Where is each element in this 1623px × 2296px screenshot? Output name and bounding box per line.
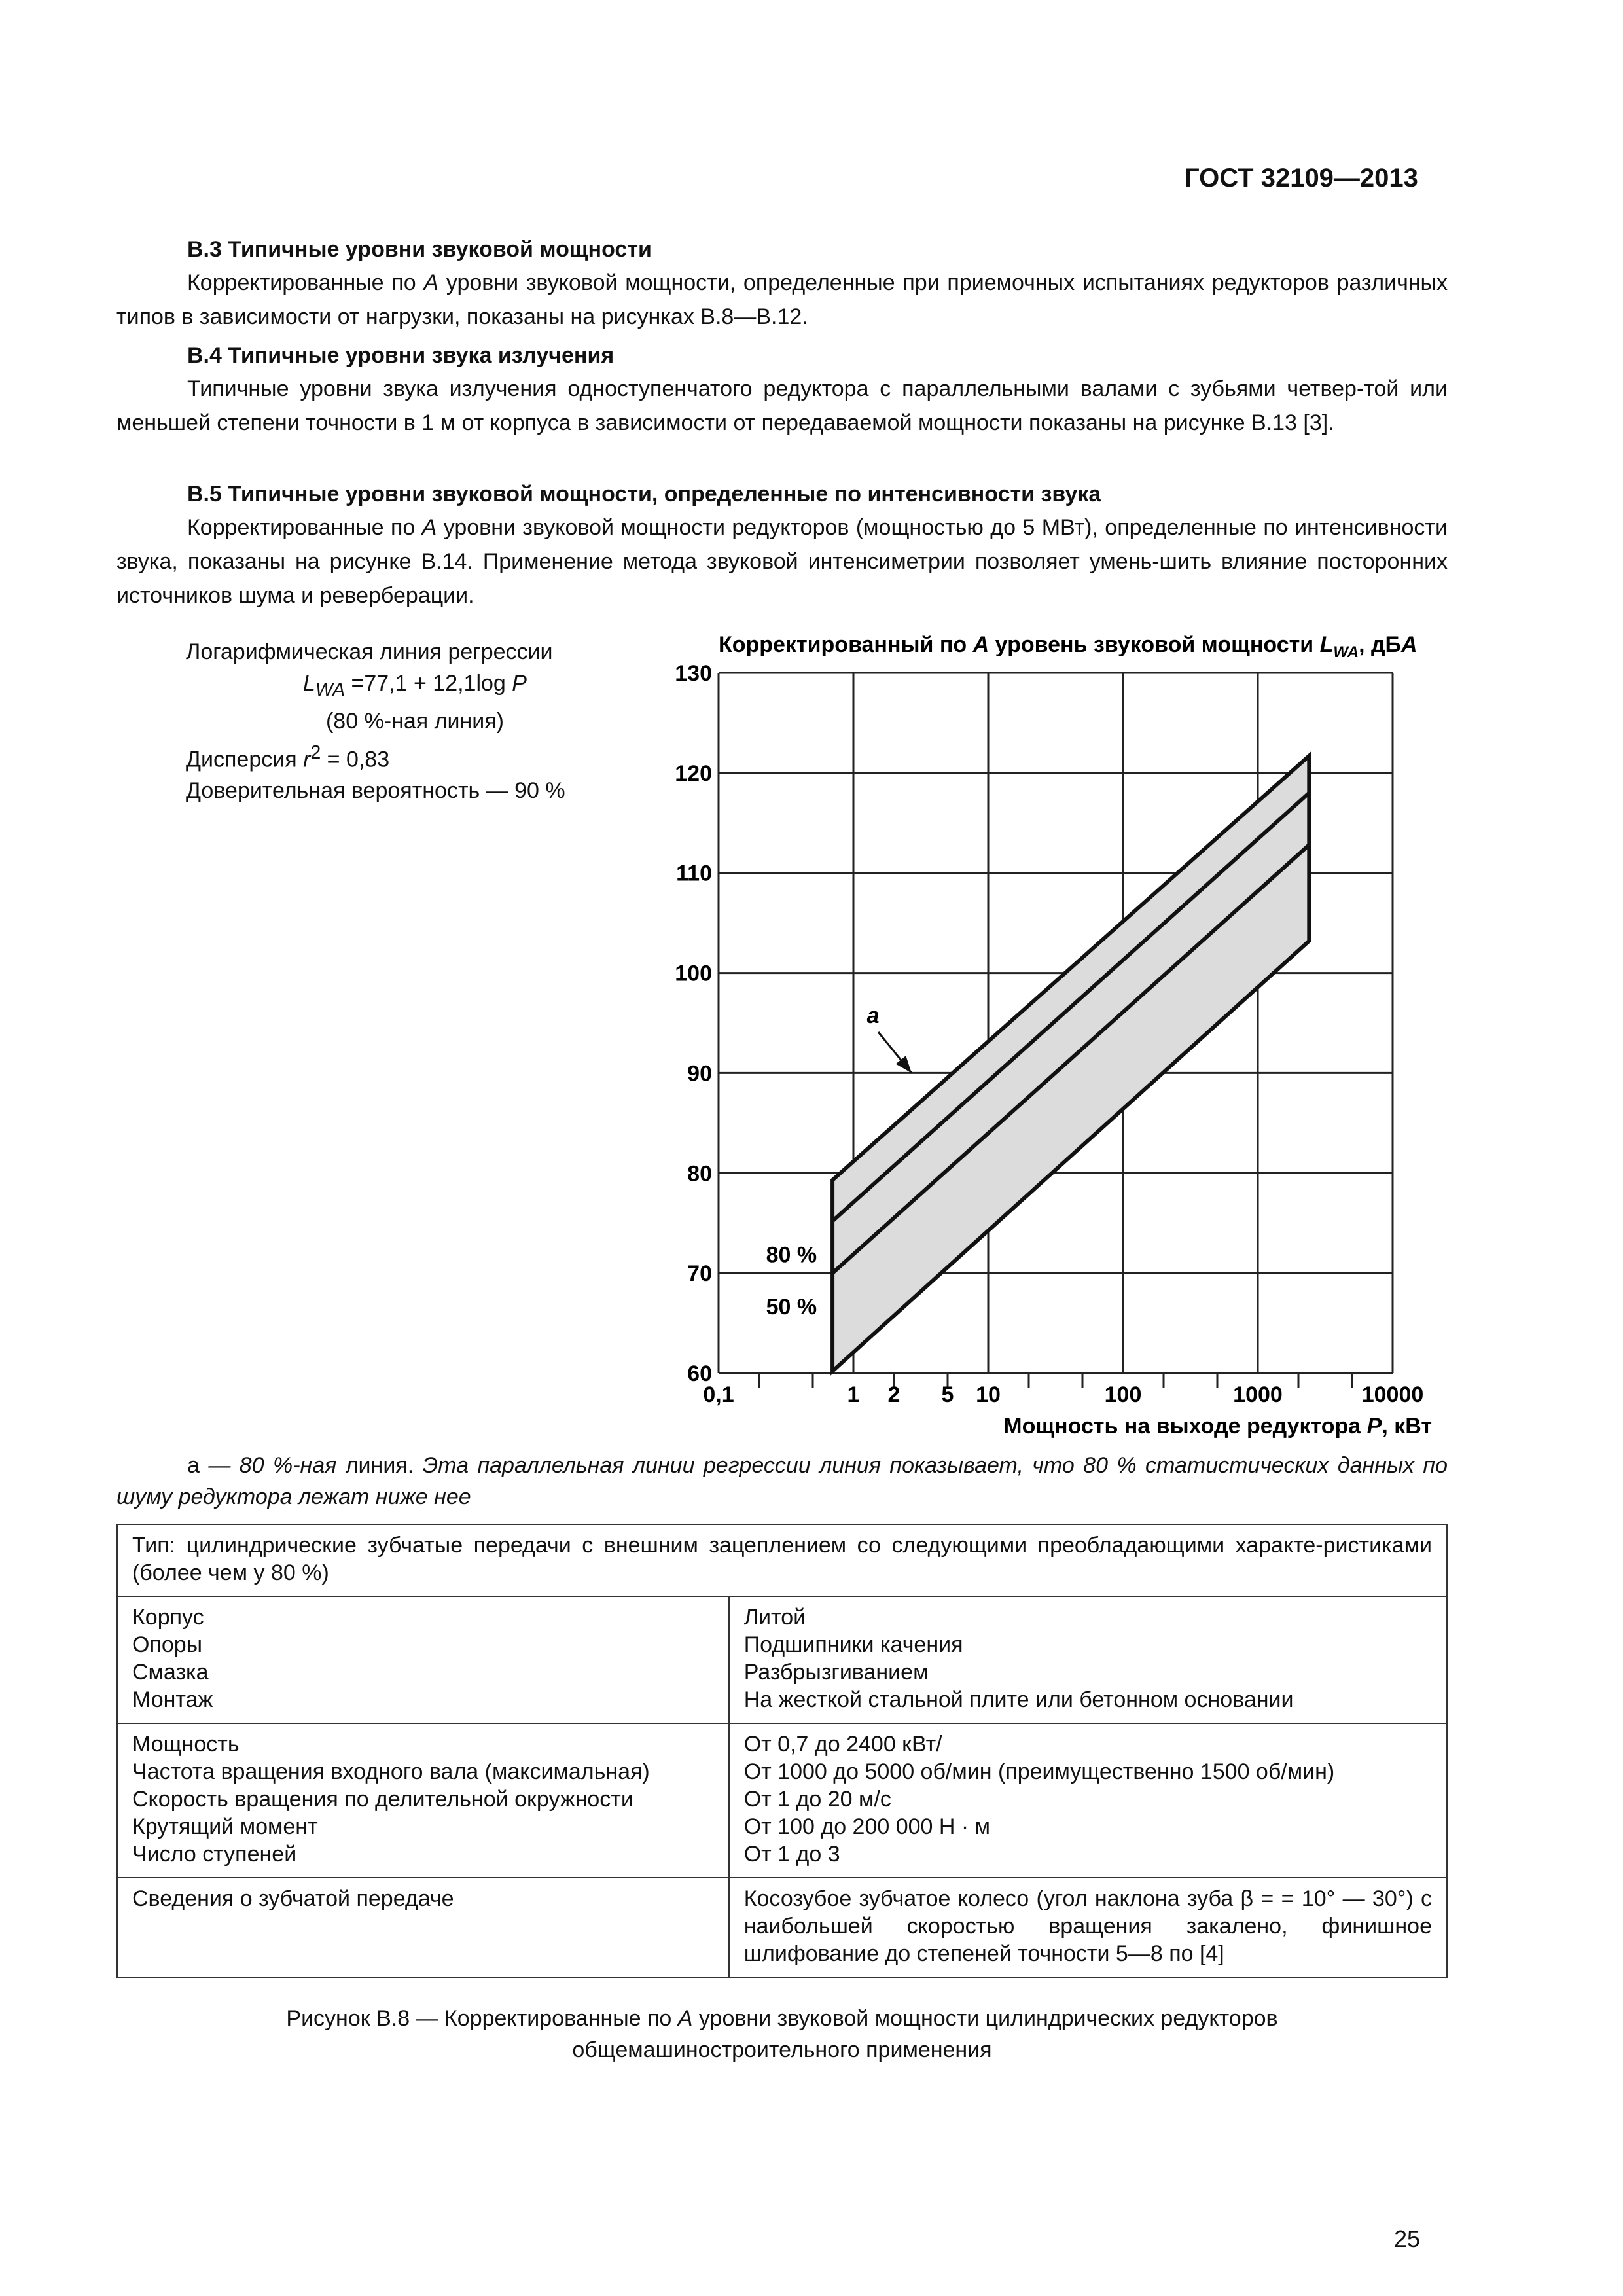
section-b4-text: Типичные уровни звука излучения одноступенчатого редуктора с параллельными валами с зубьями четвер-той или меньшей степени точности в 1 м от корпуса в зависимости от передаваемой мощности показаны на рисунке В.13 [3]. (116, 376, 1448, 435)
ytick-label: 80 (687, 1161, 712, 1187)
cell-line: Опоры (132, 1632, 203, 1657)
xtick-label: 1 (847, 1382, 860, 1407)
xtick-label: 10 (976, 1382, 1001, 1407)
line-label: 80 % (766, 1242, 817, 1268)
chart-xlabel: Мощность на выходе редуктора Р, кВт (1003, 1414, 1432, 1439)
table-row (117, 1878, 1447, 1977)
section-b5-heading: В.5 Типичные уровни звуковой мощности, определенные по интенсивности звука (187, 482, 1101, 507)
page-number: 25 (1394, 2225, 1421, 2252)
cell-line: От 100 до 200 000 Н · м (743, 1814, 991, 1839)
ytick-label: 100 (675, 961, 712, 986)
spec-table (116, 1524, 1448, 1978)
ytick-label: 110 (676, 861, 712, 886)
chart-note (116, 1450, 1448, 1513)
cell-line: От 1 до 3 (743, 1842, 840, 1867)
figure-caption: Рисунок В.8 — Корректированные по А уровни звуковой мощности цилиндрических редукторов общемашиностроительного применения (286, 2006, 1278, 2062)
table-cell-right: Косозубое зубчатое колесо (угол наклона зуба β = = 10° — 30°) с наибольшей скоростью вращения закалено, финишное шлифование до степеней точности 5—8 по [4] (729, 1878, 1447, 1977)
line-label: 50 % (766, 1295, 817, 1320)
table-cell-left (117, 1723, 729, 1878)
table-row (117, 1524, 1447, 1596)
legend-confidence: Доверительная вероятность — 90 % (186, 778, 565, 804)
cell-line: На жесткой стальной плите или бетонном основании (743, 1687, 1294, 1712)
ytick-label: 120 (675, 761, 712, 786)
ytick-label: 70 (687, 1261, 712, 1287)
xtick-label: 100 (1104, 1382, 1142, 1407)
ytick-label: 60 (687, 1361, 712, 1386)
table-row (117, 1723, 1447, 1878)
section-b4-heading: В.4 Типичные уровни звука излучения (187, 343, 615, 368)
section-b5-text: Корректированные по А уровни звуковой мощности редукторов (мощностью до 5 МВт), определенные по интенсивности звука, показаны на рисунке В.14. Применение метода звуковой интенсиметрии позволяет умень-шить влияние посторонних источников шума и реверберации. (116, 515, 1448, 608)
xtick-label: 2 (887, 1382, 901, 1407)
cell-line: От 1000 до 5000 об/мин (преимущественно 1500 об/мин) (743, 1759, 1335, 1784)
table-row (117, 1596, 1447, 1723)
standard-number: ГОСТ 32109—2013 (1185, 164, 1418, 192)
cell-line: Смазка (132, 1660, 209, 1685)
annotation-label: a (866, 1003, 880, 1028)
cell-line: Монтаж (132, 1687, 213, 1712)
type-cell: Тип: цилиндрические зубчатые передачи с внешним зацеплением со следующими преобладающими характе-ристиками (более чем у 80 %) (117, 1524, 1447, 1596)
cell-line: Мощность (132, 1732, 240, 1757)
cell-line: От 0,7 до 2400 кВт/ (743, 1732, 942, 1757)
cell-line: От 1 до 20 м/с (743, 1787, 891, 1812)
ytick-label: 90 (687, 1061, 712, 1086)
cell-line: Литой (743, 1605, 806, 1630)
cell-line: Частота вращения входного вала (максимальная) (132, 1759, 650, 1784)
cell-line: Корпус (132, 1605, 204, 1630)
section-b3-text: Корректированные по А уровни звуковой мощности, определенные при приемочных испытаниях редукторов различных типов в зависимости от нагрузки, показаны на рисунках В.8—В.12. (116, 270, 1448, 329)
annotation-arrowhead (896, 1056, 912, 1073)
table-cell-right (729, 1723, 1447, 1878)
xtick-label: 5 (941, 1382, 954, 1407)
legend-dispersion: Дисперсия $r^2 = 0,83$ (186, 742, 390, 772)
table-cell-left: Сведения о зубчатой передаче (117, 1878, 729, 1977)
cell-line: Число ступеней (132, 1842, 297, 1867)
cell-line: Подшипники качения (743, 1632, 963, 1657)
cell-line: Крутящий момент (132, 1814, 318, 1839)
table-cell-right (729, 1596, 1447, 1723)
chart-ylabel: Корректированный по А уровень звуковой мощности $L_{WA}$, дБА (719, 632, 1418, 661)
legend-formula: $L_{WA} =77,1 + 12,1\log$ P (303, 671, 527, 700)
table-cell-left (117, 1596, 729, 1723)
cell-line: Разбрызгиванием (743, 1660, 929, 1685)
cell-line: Скорость вращения по делительной окружности (132, 1787, 633, 1812)
xtick-label: 0,1 (703, 1382, 734, 1407)
ytick-label: 130 (675, 661, 712, 686)
xtick-label: 1000 (1233, 1382, 1283, 1407)
legend-title: Логарифмическая линия регрессии (186, 639, 553, 664)
legend-line-label: (80 %-ная линия) (325, 708, 505, 734)
section-b3-heading: В.3 Типичные уровни звуковой мощности (187, 237, 652, 262)
chart-note-text: а — 80 %-ная линия. Эта параллельная линии регрессии линия показывает, что 80 % статистических данных по шуму редуктора лежат ниже нее (116, 1453, 1448, 1509)
xtick-label: 10000 (1361, 1382, 1424, 1407)
